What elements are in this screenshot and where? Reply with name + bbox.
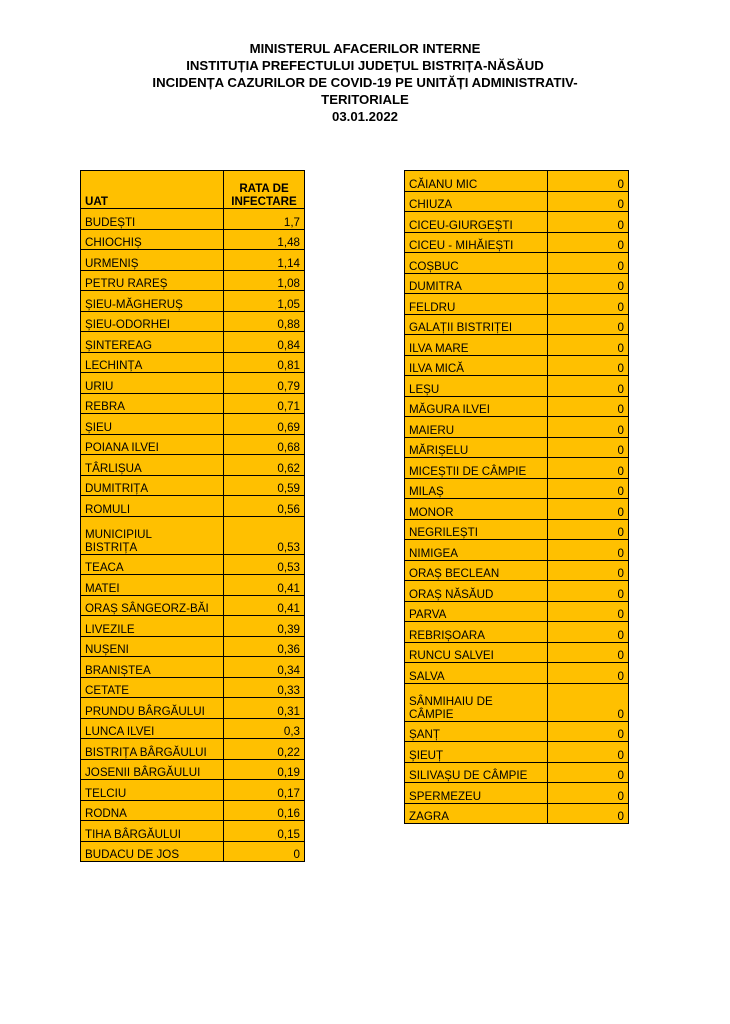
table-row — [81, 841, 305, 862]
infection-rate-cell: 0,17 — [224, 780, 305, 801]
uat-name-cell: MATEI — [81, 575, 224, 596]
table-row — [81, 636, 305, 657]
table-row — [81, 800, 305, 821]
uat-name-cell: ILVA MICĂ — [405, 355, 548, 376]
uat-name-cell: NUȘENI — [81, 636, 224, 657]
infection-rate-cell: 0 — [548, 742, 629, 763]
table-row — [405, 273, 629, 294]
infection-rate-cell: 0 — [548, 253, 629, 274]
uat-name-cell: ȘANȚ — [405, 721, 548, 742]
column-header-rate-line1: RATA DE — [239, 182, 289, 195]
infection-rate-cell: 0,36 — [224, 636, 305, 657]
infection-rate-cell: 0 — [548, 683, 629, 721]
table-row — [405, 581, 629, 602]
table-row — [81, 373, 305, 394]
uat-name-cell: DUMITRA — [405, 273, 548, 294]
uat-name-cell: ILVA MARE — [405, 335, 548, 356]
table-row — [81, 516, 305, 554]
table-row — [405, 540, 629, 561]
infection-rate-cell: 0,81 — [224, 352, 305, 373]
table-row — [405, 642, 629, 663]
infection-rate-cell: 0 — [548, 762, 629, 783]
infection-rate-cell: 0 — [548, 783, 629, 804]
uat-name-cell: CHIUZA — [405, 191, 548, 212]
infection-rate-cell: 0,16 — [224, 800, 305, 821]
table-row — [81, 780, 305, 801]
uat-name-cell: REBRIȘOARA — [405, 622, 548, 643]
uat-name-cell: CHIOCHIȘ — [81, 229, 224, 250]
uat-name-cell: URIU — [81, 373, 224, 394]
table-row — [405, 437, 629, 458]
table-row — [81, 496, 305, 517]
uat-name-cell: TEACA — [81, 554, 224, 575]
uat-name-cell: RODNA — [81, 800, 224, 821]
table-row — [81, 250, 305, 271]
infection-rate-cell: 0 — [548, 355, 629, 376]
infection-rate-cell: 0 — [548, 191, 629, 212]
infection-rate-cell: 0,53 — [224, 516, 305, 554]
uat-name-cell: BISTRIȚA BÂRGĂULUI — [81, 739, 224, 760]
uat-name-cell: COȘBUC — [405, 253, 548, 274]
uat-name-cell: ZAGRA — [405, 803, 548, 824]
infection-rate-cell: 1,48 — [224, 229, 305, 250]
uat-name-cell: PARVA — [405, 601, 548, 622]
table-row — [81, 677, 305, 698]
ministry-title: MINISTERUL AFACERILOR INTERNE — [249, 41, 481, 56]
table-row — [81, 332, 305, 353]
table-row — [81, 229, 305, 250]
table-row — [81, 616, 305, 637]
table-row — [81, 352, 305, 373]
infection-rate-cell: 0 — [548, 560, 629, 581]
infection-rate-cell: 0 — [548, 581, 629, 602]
uat-name-cell: NIMIGEA — [405, 540, 548, 561]
uat-name-cell: BUDEȘTI — [81, 209, 224, 230]
table-row — [405, 417, 629, 438]
infection-rate-cell: 0 — [548, 601, 629, 622]
infection-rate-cell: 0 — [548, 437, 629, 458]
infection-rate-cell: 0,39 — [224, 616, 305, 637]
uat-name-cell: MAIERU — [405, 417, 548, 438]
uat-name-cell: ȘIEU — [81, 414, 224, 435]
table-row — [81, 475, 305, 496]
infection-rate-cell: 0,41 — [224, 595, 305, 616]
infection-rate-cell: 0 — [548, 376, 629, 397]
table-row — [405, 683, 629, 721]
uat-name-cell: RUNCU SALVEI — [405, 642, 548, 663]
uat-name-line2: CÂMPIE — [409, 707, 454, 721]
infection-rate-table-left — [80, 170, 305, 862]
uat-name-cell: REBRA — [81, 393, 224, 414]
infection-rate-cell: 0,79 — [224, 373, 305, 394]
infection-rate-cell: 1,08 — [224, 270, 305, 291]
table-row — [405, 478, 629, 499]
uat-name-cell: MĂRIȘELU — [405, 437, 548, 458]
table-row — [405, 721, 629, 742]
column-header-uat: UAT — [81, 171, 224, 209]
table-row — [405, 191, 629, 212]
table-row — [81, 554, 305, 575]
infection-rate-cell: 0 — [548, 314, 629, 335]
document-header — [0, 40, 730, 125]
infection-rate-cell: 0,33 — [224, 677, 305, 698]
table-row — [405, 294, 629, 315]
uat-name-cell: NEGRILEȘTI — [405, 519, 548, 540]
uat-name-cell: POIANA ILVEI — [81, 434, 224, 455]
uat-name-cell: TÂRLIȘUA — [81, 455, 224, 476]
infection-rate-cell: 0 — [548, 417, 629, 438]
infection-rate-cell: 0 — [548, 499, 629, 520]
table-row — [81, 595, 305, 616]
table-row — [81, 698, 305, 719]
table-row — [81, 718, 305, 739]
infection-rate-cell: 0,34 — [224, 657, 305, 678]
infection-rate-cell: 0 — [548, 458, 629, 479]
table-row — [81, 455, 305, 476]
uat-name-cell: ȘINTEREAG — [81, 332, 224, 353]
uat-name-cell: LUNCA ILVEI — [81, 718, 224, 739]
table-row — [405, 783, 629, 804]
table-row — [405, 601, 629, 622]
uat-name-cell: MĂGURA ILVEI — [405, 396, 548, 417]
infection-rate-cell: 0,56 — [224, 496, 305, 517]
table-row — [405, 803, 629, 824]
infection-rate-cell: 0,22 — [224, 739, 305, 760]
infection-rate-cell: 1,14 — [224, 250, 305, 271]
uat-name-cell — [405, 683, 548, 721]
uat-name-cell: GALAȚII BISTRIȚEI — [405, 314, 548, 335]
report-title-line1: INCIDENȚA CAZURILOR DE COVID-19 PE UNITĂȚI ADMINISTRATIV- — [152, 75, 578, 90]
infection-rate-cell: 0 — [548, 232, 629, 253]
infection-rate-cell: 0,53 — [224, 554, 305, 575]
infection-rate-cell: 0 — [548, 663, 629, 684]
uat-name-cell: ORAȘ NĂSĂUD — [405, 581, 548, 602]
table-row — [405, 762, 629, 783]
table-row — [405, 458, 629, 479]
infection-rate-cell: 0 — [548, 721, 629, 742]
table-row — [81, 414, 305, 435]
infection-rate-cell: 0 — [548, 803, 629, 824]
table-row — [81, 291, 305, 312]
infection-rate-table-right — [404, 170, 629, 824]
infection-rate-cell: 0 — [548, 273, 629, 294]
infection-rate-cell: 0,31 — [224, 698, 305, 719]
table-row — [405, 355, 629, 376]
uat-name-cell: LIVEZILE — [81, 616, 224, 637]
report-title-line2: TERITORIALE — [321, 92, 409, 107]
infection-rate-cell: 0,19 — [224, 759, 305, 780]
uat-name-cell: SILIVAȘU DE CÂMPIE — [405, 762, 548, 783]
uat-name-cell: CICEU-GIURGEȘTI — [405, 212, 548, 233]
table-row — [405, 499, 629, 520]
uat-name-line1: SÂNMIHAIU DE — [409, 694, 493, 708]
infection-rate-cell: 0,62 — [224, 455, 305, 476]
infection-rate-cell: 0 — [548, 294, 629, 315]
table-row — [405, 622, 629, 643]
infection-rate-cell: 0 — [548, 396, 629, 417]
table-row — [405, 742, 629, 763]
infection-rate-cell: 0,84 — [224, 332, 305, 353]
uat-name-cell — [81, 516, 224, 554]
uat-name-cell: BRANIȘTEA — [81, 657, 224, 678]
uat-name-cell: FELDRU — [405, 294, 548, 315]
table-row — [81, 311, 305, 332]
uat-name-cell: MILAȘ — [405, 478, 548, 499]
uat-name-cell: MONOR — [405, 499, 548, 520]
uat-name-cell: CETATE — [81, 677, 224, 698]
table-row — [81, 657, 305, 678]
infection-rate-cell: 0,68 — [224, 434, 305, 455]
table-row — [405, 560, 629, 581]
uat-name-cell: CICEU - MIHĂIEȘTI — [405, 232, 548, 253]
table-row — [81, 393, 305, 414]
infection-rate-cell: 0,15 — [224, 821, 305, 842]
column-header-rate-line2: INFECTARE — [231, 195, 297, 208]
uat-name-line2: BISTRIȚA — [85, 540, 138, 554]
uat-name-cell: ȘIEU-ODORHEI — [81, 311, 224, 332]
uat-name-cell: LEȘU — [405, 376, 548, 397]
table-row — [405, 212, 629, 233]
uat-name-cell: ORAȘ SÂNGEORZ-BĂI — [81, 595, 224, 616]
report-date: 03.01.2022 — [331, 109, 398, 124]
table-row — [81, 821, 305, 842]
infection-rate-cell: 0 — [548, 212, 629, 233]
table-row — [405, 171, 629, 192]
infection-rate-cell: 0 — [224, 841, 305, 862]
infection-rate-cell: 0,59 — [224, 475, 305, 496]
infection-rate-cell: 0 — [548, 540, 629, 561]
infection-rate-cell: 0,3 — [224, 718, 305, 739]
uat-name-cell: PETRU RAREȘ — [81, 270, 224, 291]
uat-name-cell: JOSENII BÂRGĂULUI — [81, 759, 224, 780]
uat-name-cell: TELCIU — [81, 780, 224, 801]
infection-rate-cell: 0 — [548, 171, 629, 192]
uat-name-line1: MUNICIPIUL — [85, 527, 152, 541]
uat-name-cell: CĂIANU MIC — [405, 171, 548, 192]
uat-name-cell: BUDACU DE JOS — [81, 841, 224, 862]
table-row — [81, 270, 305, 291]
uat-name-cell: ROMULI — [81, 496, 224, 517]
table-row — [81, 209, 305, 230]
infection-rate-cell: 0,88 — [224, 311, 305, 332]
uat-name-cell: DUMITRIȚA — [81, 475, 224, 496]
table-row — [405, 663, 629, 684]
table-row — [405, 253, 629, 274]
table-row — [81, 434, 305, 455]
uat-name-cell: ȘIEUȚ — [405, 742, 548, 763]
infection-rate-cell: 0 — [548, 519, 629, 540]
table-row — [81, 759, 305, 780]
column-header-rate — [224, 171, 305, 209]
table-row — [405, 335, 629, 356]
uat-name-cell: MICEȘTII DE CÂMPIE — [405, 458, 548, 479]
infection-rate-cell: 0 — [548, 478, 629, 499]
table-row — [405, 232, 629, 253]
table-header-row — [81, 171, 305, 209]
table-row — [405, 376, 629, 397]
uat-name-cell: PRUNDU BÂRGĂULUI — [81, 698, 224, 719]
uat-name-cell: TIHA BÂRGĂULUI — [81, 821, 224, 842]
institution-title: INSTITUȚIA PREFECTULUI JUDEȚUL BISTRIȚA-NĂSĂUD — [186, 58, 544, 73]
infection-rate-cell: 0 — [548, 335, 629, 356]
infection-rate-cell: 0 — [548, 642, 629, 663]
table-row — [405, 396, 629, 417]
infection-rate-cell: 0,71 — [224, 393, 305, 414]
uat-name-cell: URMENIȘ — [81, 250, 224, 271]
uat-name-cell: SPERMEZEU — [405, 783, 548, 804]
table-row — [405, 314, 629, 335]
table-row — [81, 575, 305, 596]
infection-rate-cell: 1,05 — [224, 291, 305, 312]
infection-rate-cell: 0,69 — [224, 414, 305, 435]
infection-rate-cell: 0,41 — [224, 575, 305, 596]
uat-name-cell: SALVA — [405, 663, 548, 684]
infection-rate-cell: 0 — [548, 622, 629, 643]
uat-name-cell: ORAȘ BECLEAN — [405, 560, 548, 581]
uat-name-cell: LECHINȚA — [81, 352, 224, 373]
table-row — [81, 739, 305, 760]
uat-name-cell: ȘIEU-MĂGHERUȘ — [81, 291, 224, 312]
infection-rate-cell: 1,7 — [224, 209, 305, 230]
table-row — [405, 519, 629, 540]
